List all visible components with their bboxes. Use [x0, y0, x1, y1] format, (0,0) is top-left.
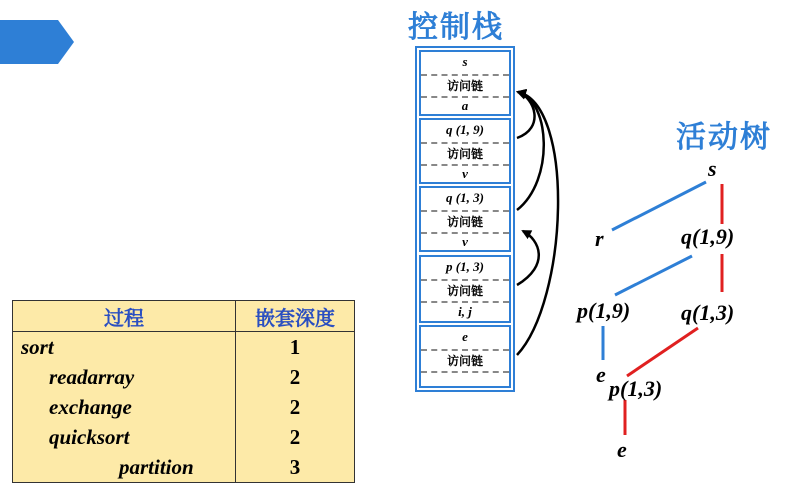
access-link-arrow: [517, 92, 558, 355]
procedure-name: quicksort: [13, 422, 236, 452]
tree-node-e1: e: [596, 362, 606, 387]
control-stack-title: 控制栈: [408, 10, 504, 45]
procedure-depth: 1: [236, 332, 355, 363]
frame-label: e: [462, 329, 468, 344]
table-row: [13, 452, 355, 483]
tree-node-r: r: [595, 226, 604, 251]
activation-tree-title: 活动树: [676, 120, 772, 155]
frame-local-var: v: [462, 234, 468, 249]
access-link-label: 访问链: [446, 284, 483, 298]
access-link-label: 访问链: [446, 79, 483, 93]
frame-label: q (1, 3): [446, 190, 484, 205]
access-link-label: 访问链: [446, 354, 483, 368]
frame-local-var: i, j: [458, 304, 472, 319]
procedure-depth: 2: [236, 392, 355, 422]
tree-edge: [615, 256, 692, 295]
header-depth: 嵌套深度: [236, 301, 355, 332]
frame-label: q (1, 9): [446, 122, 484, 137]
tree-node-q13: q(1,3): [681, 300, 735, 325]
frame-local-var: a: [461, 98, 469, 113]
tree-node-q19: q(1,9): [681, 224, 735, 249]
tree-node-s: s: [708, 156, 717, 181]
table-row: [13, 422, 355, 452]
nesting-depth-table: [12, 300, 355, 483]
frame-local-var: v: [462, 166, 468, 181]
procedure-name: exchange: [13, 392, 236, 422]
procedure-name: readarray: [13, 362, 236, 392]
procedure-depth: 3: [236, 452, 355, 483]
procedure-name: partition: [13, 452, 236, 483]
tree-node-e2: e: [617, 437, 627, 462]
procedure-depth: 2: [236, 362, 355, 392]
header-procedure: 过程: [13, 301, 236, 332]
access-link-label: 访问链: [446, 215, 483, 229]
procedure-depth: 2: [236, 422, 355, 452]
procedure-name: sort: [13, 332, 236, 363]
tree-node-p13: p(1,3): [609, 376, 663, 401]
tree-edge: [612, 182, 706, 230]
table-row: [13, 392, 355, 422]
table-row: [13, 362, 355, 392]
tree-edge: [627, 328, 698, 376]
tree-node-p19: p(1,9): [577, 298, 631, 323]
frame-label: s: [462, 54, 468, 69]
frame-label: p (1, 3): [446, 259, 484, 274]
access-link-arrow: [517, 231, 539, 285]
access-link-label: 访问链: [446, 147, 483, 161]
table-row: [13, 332, 355, 363]
